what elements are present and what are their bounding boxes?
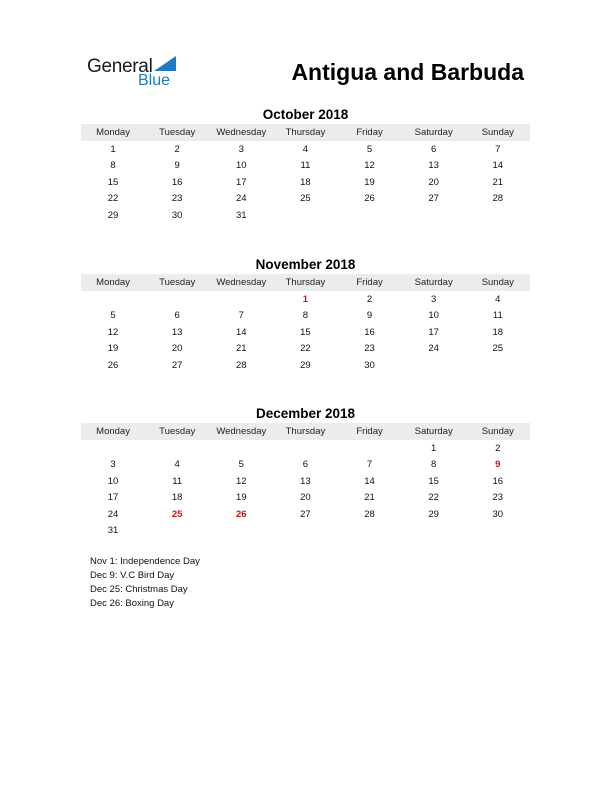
day-cell: 22 [428,492,439,504]
day-cell: 3 [238,143,244,155]
day-cell: 30 [492,508,504,520]
month-title: December 2018 [255,406,356,421]
holiday-day-cell: 1 [302,293,309,305]
holiday-entry: Nov 1: Independence Day [90,556,200,567]
week-row [81,473,530,490]
logo-text-general: General [87,56,153,77]
day-cell: 11 [492,310,503,322]
day-cell: 1 [110,143,116,155]
weekday-label: Tuesday [159,127,196,138]
week-row [81,291,530,308]
day-cell: 27 [171,359,183,371]
day-cell: 25 [492,343,504,355]
day-cell: 13 [171,326,183,338]
logo-triangle-icon [154,56,176,71]
week-row [81,490,530,507]
day-cell: 2 [366,293,373,305]
day-cell: 15 [107,176,119,188]
week-row [81,308,530,325]
day-cell: 14 [236,326,247,338]
day-cell: 30 [171,209,183,221]
day-cell: 29 [428,508,439,520]
weekday-label: Thursday [285,127,326,138]
day-cell: 20 [300,492,311,504]
holiday-list [90,555,200,611]
day-cell: 4 [174,459,180,471]
week-row [81,440,530,457]
month-title: October 2018 [262,107,349,122]
day-cell: 10 [236,160,247,172]
day-cell: 6 [302,459,309,471]
weekday-label: Thursday [285,277,326,288]
holiday-day-cell: 26 [236,508,247,520]
month-october [81,106,530,224]
day-cell: 3 [431,293,437,305]
day-cell: 15 [428,475,439,487]
day-cell: 6 [174,310,180,322]
day-cell: 19 [107,343,119,355]
week-row [81,357,530,374]
day-cell: 16 [364,326,375,338]
day-cell: 28 [492,193,504,205]
day-cell: 19 [236,492,247,504]
weekday-label: Monday [96,127,130,138]
day-cell: 22 [300,343,311,355]
logo-text-blue: Blue [138,72,171,89]
day-cell: 13 [428,160,439,172]
day-cell: 12 [107,326,119,338]
holiday-day-cell: 25 [171,508,183,520]
day-cell: 27 [300,508,311,520]
day-cell: 26 [107,359,119,371]
day-cell: 17 [428,326,439,338]
weekday-label: Saturday [414,277,453,288]
week-row [81,341,530,358]
day-cell: 13 [300,475,311,487]
weekday-label: Monday [96,426,130,437]
day-cell: 16 [171,176,183,188]
day-cell: 11 [172,475,183,487]
day-cell: 7 [366,459,373,471]
day-cell: 23 [492,492,504,504]
day-cell: 12 [236,475,247,487]
day-cell: 4 [495,293,501,305]
day-cell: 29 [300,359,311,371]
day-cell: 5 [110,310,116,322]
week-row [81,324,530,341]
month-december [81,405,530,539]
weekday-label: Friday [356,277,383,288]
weekday-label: Wednesday [216,127,267,138]
day-cell: 18 [492,326,504,338]
day-cell: 7 [238,310,244,322]
generalblue-logo [87,56,187,92]
day-cell: 21 [492,176,504,188]
week-row [81,207,530,224]
day-cell: 6 [431,143,437,155]
weekday-label: Saturday [414,426,453,437]
day-cell: 17 [236,176,247,188]
month-title: November 2018 [255,257,356,272]
day-cell: 8 [302,310,309,322]
day-cell: 2 [174,143,180,155]
day-cell: 8 [110,160,116,172]
day-cell: 30 [364,359,375,371]
weekday-label: Wednesday [216,277,267,288]
day-cell: 10 [107,475,119,487]
day-cell: 9 [174,160,180,172]
day-cell: 14 [492,160,504,172]
day-cell: 5 [366,143,373,155]
weekday-label: Friday [356,127,383,138]
day-cell: 14 [364,475,375,487]
day-cell: 18 [300,176,311,188]
week-row [81,174,530,191]
day-cell: 17 [107,492,119,504]
day-cell: 23 [364,343,375,355]
day-cell: 31 [236,209,247,221]
day-cell: 2 [495,442,501,454]
weekday-label: Friday [356,426,383,437]
weekday-label: Sunday [481,426,514,437]
day-cell: 19 [364,176,375,188]
day-cell: 10 [428,310,439,322]
day-cell: 8 [431,459,437,471]
holiday-entry: Dec 9: V.C Bird Day [90,570,175,581]
day-cell: 27 [428,193,439,205]
day-cell: 9 [366,310,373,322]
day-cell: 25 [300,193,311,205]
day-cell: 20 [428,176,439,188]
day-cell: 1 [431,442,437,454]
weekday-label: Tuesday [159,277,196,288]
day-cell: 21 [364,492,375,504]
day-cell: 29 [107,209,119,221]
day-cell: 3 [110,459,116,471]
weekday-label: Tuesday [159,426,196,437]
holiday-entry: Dec 26: Boxing Day [90,598,174,609]
week-row [81,158,530,175]
day-cell: 26 [364,193,375,205]
week-row [81,523,530,540]
day-cell: 7 [495,143,501,155]
day-cell: 23 [171,193,183,205]
weekday-label: Sunday [481,277,514,288]
day-cell: 5 [238,459,244,471]
country-title: Antigua and Barbuda [291,59,524,85]
day-cell: 12 [364,160,375,172]
day-cell: 20 [171,343,183,355]
day-cell: 28 [236,359,247,371]
day-cell: 15 [300,326,311,338]
holiday-entry: Dec 25: Christmas Day [90,584,188,595]
weekday-header-row [81,124,530,141]
week-row [81,191,530,208]
day-cell: 24 [428,343,439,355]
day-cell: 28 [364,508,375,520]
weekday-label: Wednesday [216,426,267,437]
weekday-label: Sunday [481,127,514,138]
week-row [81,141,530,158]
day-cell: 24 [236,193,247,205]
week-row [81,506,530,523]
weekday-label: Saturday [414,127,453,138]
weekday-header-row [81,274,530,291]
month-november [81,256,530,374]
day-cell: 31 [107,525,119,537]
week-row [81,457,530,474]
day-cell: 11 [300,160,311,172]
weekday-label: Monday [96,277,130,288]
weekday-label: Thursday [285,426,326,437]
day-cell: 4 [302,143,309,155]
day-cell: 16 [492,475,504,487]
day-cell: 21 [236,343,247,355]
day-cell: 22 [107,193,119,205]
weekday-header-row [81,423,530,440]
holiday-day-cell: 9 [495,459,501,471]
day-cell: 24 [107,508,119,520]
day-cell: 18 [171,492,183,504]
